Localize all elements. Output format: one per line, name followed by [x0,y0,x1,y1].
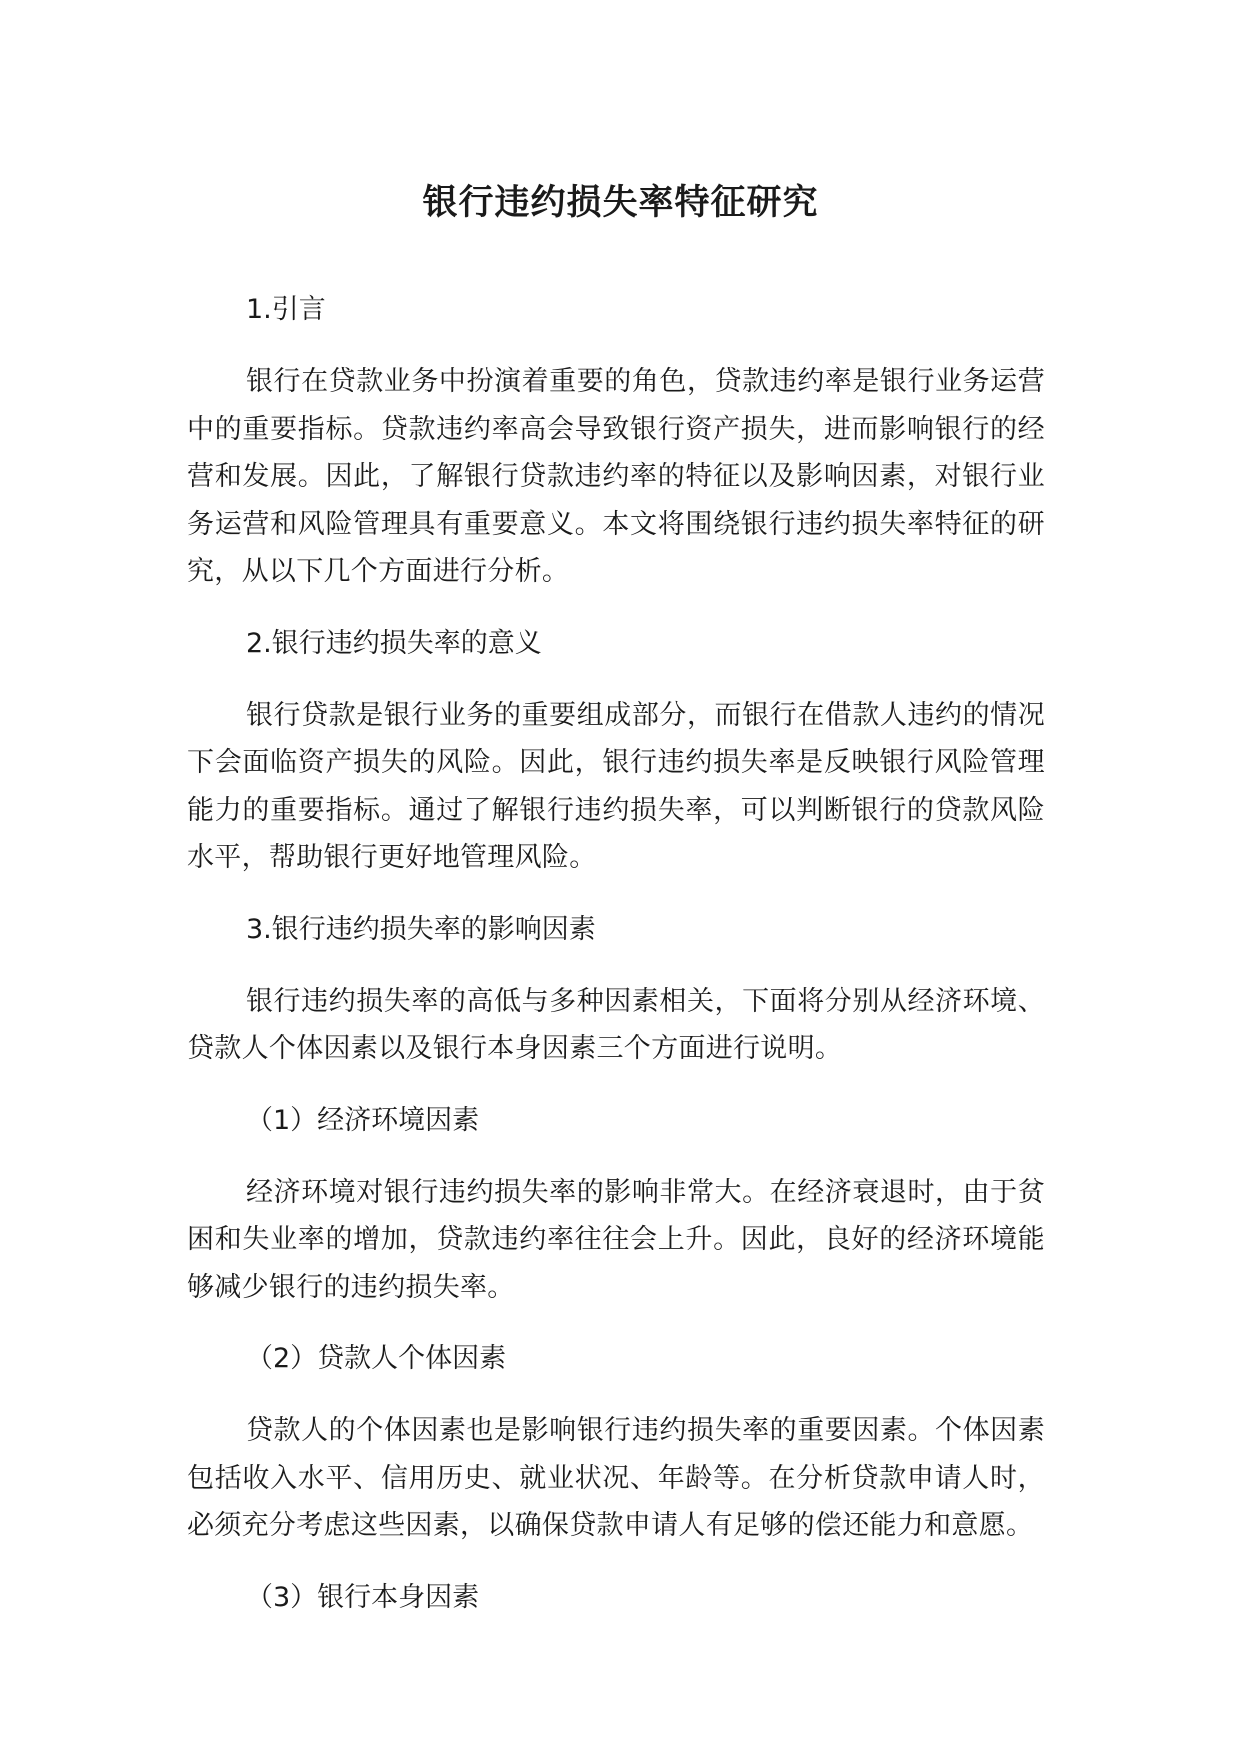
document-body [187,290,1045,1646]
paragraph-economic: 经济环境对银行违约损失率的影响非常大。在经济衰退时，由于贫困和失业率的增加，贷款违约率往往会上升。因此，良好的经济环境能够减少银行的违约损失率。 [187,1176,1045,1303]
section-heading-introduction: 1.引言 [246,294,326,325]
paragraph-significance: 银行贷款是银行业务的重要组成部分，而银行在借款人违约的情况下会面临资产损失的风险。因此，银行违约损失率是反映银行风险管理能力的重要指标。通过了解银行违约损失率，可以判断银行的贷款风险水平，帮助银行更好地管理风险。 [187,699,1045,873]
document-title: 银行违约损失率特征研究 [422,183,819,223]
paragraph-introduction: 银行在贷款业务中扮演着重要的角色，贷款违约率是银行业务运营中的重要指标。贷款违约率高会导致银行资产损失，进而影响银行的经营和发展。因此，了解银行贷款违约率的特征以及影响因素，对银行业务运营和风险管理具有重要意义。本文将围绕银行违约损失率特征的研究，从以下几个方面进行分析。 [187,366,1045,587]
subsection-heading-economic: （1）经济环境因素 [246,1104,480,1136]
paragraph-borrower: 贷款人的个体因素也是影响银行违约损失率的重要因素。个体因素包括收入水平、信用历史、就业状况、年龄等。在分析贷款申请人时，必须充分考虑这些因素，以确保贷款申请人有足够的偿还能力和意愿。 [187,1415,1045,1541]
section-heading-significance: 2.银行违约损失率的意义 [246,627,542,659]
section-heading-factors: 3.银行违约损失率的影响因素 [246,913,596,945]
subsection-heading-borrower: （2）贷款人个体因素 [246,1343,507,1374]
paragraph-factors: 银行违约损失率的高低与多种因素相关，下面将分别从经济环境、贷款人个体因素以及银行本身因素三个方面进行说明。 [187,985,1045,1064]
subsection-heading-bank: （3）银行本身因素 [246,1581,480,1613]
